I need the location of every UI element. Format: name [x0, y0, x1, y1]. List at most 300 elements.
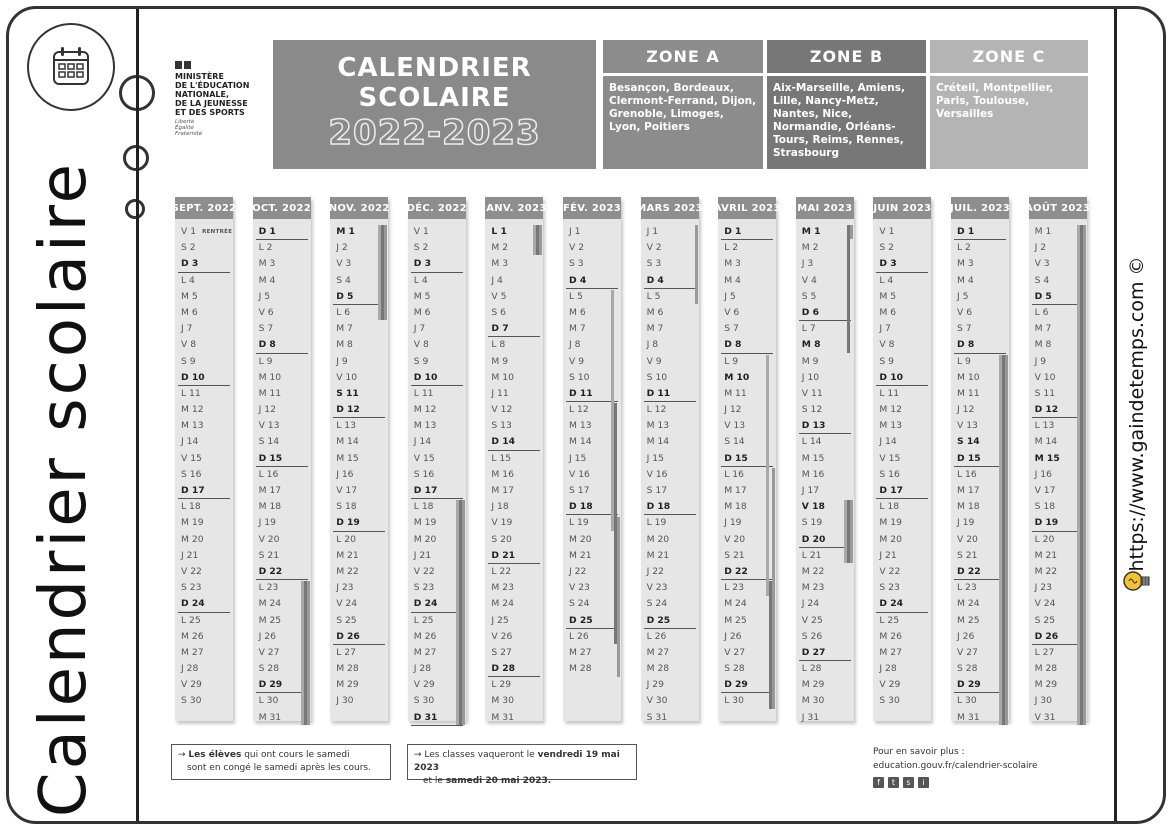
day-row: M 13	[569, 420, 592, 432]
day-row: M 16	[491, 468, 514, 480]
day-row: J 12	[957, 404, 975, 416]
day-row: J 5	[724, 290, 736, 302]
holiday-bar-zone-c	[307, 581, 310, 725]
day-row: D 21	[485, 548, 543, 564]
day-row: J 26	[957, 630, 975, 642]
day-row: D 5	[1029, 289, 1087, 305]
day-row: V 9	[569, 355, 585, 367]
day-row: S 30	[879, 695, 900, 707]
day-row: D 26	[1029, 629, 1087, 645]
day-row: M 21	[569, 549, 592, 561]
day-row: M 2	[801, 242, 819, 254]
day-row: V 13	[957, 420, 978, 432]
day-row: D 18	[563, 499, 621, 515]
day-row: M 19	[879, 517, 902, 529]
day-row: M 20	[181, 533, 204, 545]
day-row: V 3	[1034, 258, 1050, 270]
ministry-line: DE LA JEUNESSE	[175, 99, 248, 108]
day-row: S 2	[413, 242, 429, 254]
holiday-bar-zone-b	[847, 225, 850, 353]
day-row: J 24	[801, 598, 820, 610]
day-row: M 14	[569, 436, 592, 448]
day-row: D 25	[641, 613, 699, 629]
day-row: L 4	[413, 274, 428, 286]
day-row: V 26	[491, 630, 513, 642]
day-row: S 16	[413, 468, 435, 480]
day-row: S 4	[1034, 274, 1050, 286]
day-row: V 24	[336, 598, 358, 610]
day-row: M 12	[181, 404, 204, 416]
day-row: L 13	[1034, 420, 1055, 432]
day-row: V 3	[336, 258, 352, 270]
day-row: V 1	[413, 226, 429, 237]
day-row: S 28	[957, 663, 978, 675]
day-row: L 11	[879, 387, 900, 399]
day-row: L 30	[258, 695, 279, 707]
day-row: J 8	[646, 339, 659, 351]
day-row: M 27	[569, 646, 592, 658]
month-header: FÉV. 2023	[563, 197, 621, 219]
day-row: M 12	[879, 404, 902, 416]
day-row: S 14	[258, 436, 280, 448]
day-row: J 22	[569, 565, 587, 577]
day-row: M 4	[258, 274, 276, 286]
day-row: L 2	[258, 242, 273, 254]
day-row: S 2	[879, 242, 894, 254]
facebook-icon[interactable]: f	[873, 777, 884, 788]
day-row: M 15	[801, 452, 825, 464]
lightbulb-icon	[1121, 569, 1155, 597]
day-row: J 21	[413, 549, 432, 561]
more-info-link[interactable]: education.gouv.fr/calendrier-scolaire	[873, 761, 1038, 771]
day-row: J 19	[957, 517, 975, 529]
day-row: M 6	[569, 306, 586, 318]
month-column	[171, 197, 237, 721]
day-row: S 14	[724, 436, 745, 448]
day-row: V 29	[879, 679, 901, 691]
day-row: S 25	[336, 614, 357, 626]
day-row: S 12	[801, 404, 823, 416]
day-row: J 15	[646, 452, 664, 464]
day-row: J 1	[569, 226, 581, 237]
day-row: L 29	[491, 679, 512, 691]
day-row: M 29	[801, 679, 825, 691]
day-row: D 25	[563, 613, 621, 629]
day-row: S 3	[569, 258, 584, 270]
month-header: NOV. 2022	[330, 197, 388, 219]
day-list	[873, 219, 931, 710]
day-row: M 23	[801, 582, 825, 594]
day-row: M 23	[491, 582, 514, 594]
day-row: M 16	[801, 468, 825, 480]
day-row: L 26	[569, 630, 589, 642]
day-row: J 18	[491, 501, 509, 513]
day-row: V 1 RENTRÉE	[181, 226, 233, 237]
holiday-bar-zone-b	[304, 581, 307, 725]
info-may-bridge: → Les classes vaqueront le vendredi 19 mai 2023 et le samedi 20 mai 2023.	[407, 744, 637, 780]
day-row: L 27	[336, 646, 356, 658]
zone-b	[767, 40, 926, 169]
day-row: M 17	[724, 485, 747, 496]
day-row: L 2	[724, 242, 739, 254]
day-row: S 31	[646, 711, 668, 723]
day-row: M 6	[646, 306, 664, 318]
day-row: M 13	[413, 420, 437, 432]
holiday-bar-zone-c	[850, 500, 853, 563]
day-row: V 22	[879, 565, 901, 577]
day-row: M 21	[336, 549, 359, 561]
holiday-bar-zone-a	[301, 581, 304, 725]
day-row: D 3	[408, 256, 466, 272]
day-row: J 12	[724, 404, 742, 416]
day-row: J 14	[879, 436, 897, 448]
day-row: M 20	[646, 533, 670, 545]
day-row: J 14	[413, 436, 432, 448]
day-row: S 13	[491, 420, 512, 432]
day-row: D 26	[330, 629, 388, 645]
day-row: M 27	[413, 646, 437, 658]
day-row: S 25	[1034, 614, 1056, 626]
day-row: D 3	[175, 256, 233, 272]
zone-b-header: ZONE B	[767, 40, 926, 73]
day-row: L 23	[957, 582, 977, 594]
day-row: J 7	[413, 323, 426, 335]
day-row: L 6	[1034, 306, 1049, 318]
day-note: RENTRÉE	[202, 229, 233, 235]
day-row: M 18	[724, 501, 747, 513]
day-row: M 24	[491, 598, 514, 610]
more-info: Pour en savoir plus : education.gouv.fr/calendrier-scolaire f t s i	[873, 747, 1038, 787]
day-row: M 9	[491, 355, 509, 367]
day-row: L 23	[724, 582, 744, 594]
month-header: JANV. 2023	[485, 197, 543, 219]
day-row: S 7	[258, 323, 274, 335]
day-row: V 29	[413, 679, 435, 691]
info-saturday: → Les élèves qui ont cours le samedi sont en congé le samedi après les cours.	[171, 744, 391, 780]
day-row: V 16	[646, 468, 668, 480]
social-icons	[873, 777, 1038, 788]
day-row: D 24	[873, 596, 931, 612]
day-row: L 20	[1034, 533, 1055, 545]
day-row: V 19	[491, 517, 513, 529]
month-header: OCT. 2022	[253, 197, 311, 219]
holiday-bar-zone-a	[766, 355, 769, 596]
day-row: D 11	[641, 386, 699, 402]
day-row: J 15	[569, 452, 587, 464]
day-row: V 17	[1034, 485, 1056, 496]
day-row: J 16	[336, 468, 354, 480]
day-row: S 5	[801, 290, 817, 302]
day-row: M 5	[879, 290, 897, 302]
day-list	[408, 219, 466, 726]
day-row: M 25	[258, 614, 282, 626]
day-row: M 17	[957, 485, 980, 496]
snapchat-icon[interactable]: s	[903, 777, 914, 788]
day-row: V 6	[724, 306, 740, 318]
day-row: M 26	[181, 630, 204, 642]
day-row: M 11	[724, 387, 747, 399]
day-row: L 12	[646, 404, 667, 416]
day-row: M 3	[724, 258, 741, 270]
day-list	[951, 219, 1009, 726]
website-url[interactable]: https://www.gaindetemps.com ©	[1126, 256, 1148, 572]
day-row: M 21	[1034, 549, 1058, 561]
holiday-bar-zone-a	[378, 225, 381, 320]
day-row: J 19	[724, 517, 742, 529]
day-row: M 18	[258, 501, 282, 513]
day-list	[563, 219, 621, 677]
day-row: M 1	[1034, 226, 1052, 237]
day-row: S 30	[181, 695, 202, 707]
day-row: V 4	[801, 274, 817, 286]
day-row: S 9	[879, 355, 894, 367]
day-row: M 15	[1034, 452, 1060, 464]
holiday-bar-zone-a	[533, 225, 536, 255]
day-row: D 10	[408, 370, 466, 386]
day-row: S 21	[258, 549, 280, 561]
day-row: M 10	[258, 371, 282, 383]
republic-flag-icon	[175, 61, 263, 69]
month-column	[253, 197, 311, 721]
day-row: L 11	[181, 387, 201, 399]
day-row: J 8	[569, 339, 581, 351]
day-row: S 10	[646, 371, 668, 383]
day-row: V 8	[413, 339, 429, 351]
month-column	[408, 197, 466, 721]
instagram-icon[interactable]: i	[918, 777, 929, 788]
day-row: J 4	[491, 274, 503, 286]
day-row: S 2	[181, 242, 196, 254]
day-row: S 23	[181, 582, 202, 594]
day-row: V 23	[646, 582, 668, 594]
day-row: D 12	[1029, 402, 1087, 418]
day-row: M 6	[413, 306, 431, 318]
day-row: D 17	[408, 483, 466, 499]
zone-c-cities: Créteil, Montpellier, Paris, Toulouse, Versailles	[930, 76, 1088, 169]
calendar-content	[140, 9, 1117, 821]
holiday-bar-zone-b	[381, 225, 384, 320]
day-row: M 3	[491, 258, 509, 270]
left-divider	[136, 9, 139, 821]
day-row: L 25	[413, 614, 434, 626]
day-row: M 1	[801, 226, 821, 237]
day-row: M 14	[336, 436, 359, 448]
day-row: V 10	[1034, 371, 1056, 383]
day-row: J 2	[1034, 242, 1047, 254]
day-row: M 24	[258, 598, 282, 610]
day-row: V 20	[957, 533, 978, 545]
day-row: D 17	[175, 483, 233, 499]
day-row: S 26	[801, 630, 823, 642]
day-row: D 13	[796, 418, 854, 434]
month-column	[951, 197, 1009, 721]
day-row: M 20	[413, 533, 437, 545]
day-row: S 21	[724, 549, 745, 561]
day-row: S 4	[336, 274, 351, 286]
day-row: D 7	[485, 321, 543, 337]
day-row: M 25	[724, 614, 747, 626]
day-row: L 14	[801, 436, 822, 448]
day-row: M 31	[491, 711, 514, 723]
day-row: D 15	[718, 451, 776, 467]
day-row: L 9	[724, 355, 739, 367]
month-column	[796, 197, 854, 721]
day-list	[253, 219, 311, 726]
day-row: J 19	[258, 517, 276, 529]
day-row: S 20	[491, 533, 512, 545]
day-row: D 29	[253, 677, 311, 693]
day-row: S 23	[879, 582, 900, 594]
day-row: M 28	[646, 663, 670, 675]
day-row: M 19	[413, 517, 437, 529]
zone-c	[930, 40, 1088, 169]
day-row: L 7	[801, 323, 816, 335]
day-row: M 4	[724, 274, 741, 286]
month-header: MARS 2023	[641, 197, 699, 219]
day-row: L 15	[491, 452, 512, 464]
day-row: M 5	[413, 290, 431, 302]
day-row: J 26	[258, 630, 276, 642]
day-row: D 24	[175, 596, 233, 612]
holiday-bar-zone-c	[1005, 355, 1008, 726]
day-row: M 15	[336, 452, 359, 464]
day-row: S 11	[1034, 387, 1056, 399]
day-row: S 28	[724, 663, 745, 675]
day-row: D 10	[873, 370, 931, 386]
day-row: M 1	[336, 226, 355, 237]
day-row: D 8	[253, 337, 311, 353]
day-row: M 8	[801, 339, 821, 351]
title-line2: SCOLAIRE	[358, 83, 511, 113]
day-row: M 3	[258, 258, 276, 270]
day-row: L 18	[181, 501, 201, 513]
day-row: M 8	[1034, 339, 1052, 351]
holiday-bar-zone-c	[462, 500, 465, 725]
day-list	[330, 219, 388, 710]
holiday-bar-zone-c	[1083, 225, 1086, 725]
day-row: V 11	[801, 387, 823, 399]
day-row: M 10	[957, 371, 980, 383]
day-row: M 10	[724, 371, 750, 383]
day-row: L 5	[646, 290, 661, 302]
day-row: D 22	[951, 564, 1009, 580]
month-column	[636, 197, 703, 723]
calendar-page	[6, 6, 1166, 824]
day-row: L 9	[957, 355, 971, 367]
day-row: V 16	[569, 468, 590, 480]
day-row: S 28	[258, 663, 280, 675]
day-row: V 22	[413, 565, 435, 577]
zone-a-header: ZONE A	[603, 40, 763, 73]
month-header: AOÛT 2023	[1029, 197, 1087, 219]
day-row: J 5	[258, 290, 271, 302]
twitter-icon[interactable]: t	[888, 777, 899, 788]
month-column	[1025, 197, 1091, 723]
day-row: M 6	[879, 306, 897, 318]
day-list	[641, 219, 699, 726]
day-row: M 13	[646, 420, 670, 432]
title-line1: CALENDRIER	[337, 53, 532, 83]
day-row: V 30	[646, 695, 668, 707]
day-row: J 30	[336, 695, 354, 707]
day-row: D 8	[951, 337, 1009, 353]
day-row: J 2	[336, 242, 348, 254]
zone-c-header: ZONE C	[930, 40, 1088, 73]
day-row: J 14	[181, 436, 199, 448]
holiday-bar-zone-c	[772, 468, 775, 709]
day-row: S 27	[491, 646, 512, 658]
day-row: D 12	[330, 402, 388, 418]
month-header: DÉC. 2022	[408, 197, 466, 219]
day-row: V 2	[569, 242, 585, 254]
day-row: L 4	[879, 274, 894, 286]
right-strip	[1113, 9, 1163, 821]
day-row: M 28	[1034, 663, 1058, 675]
day-row: D 1	[253, 224, 311, 240]
day-row: M 30	[491, 695, 514, 707]
day-row: D 24	[408, 596, 466, 612]
day-row: V 8	[181, 339, 197, 351]
day-row: M 9	[801, 355, 819, 367]
day-row: L 8	[491, 339, 506, 351]
day-row: D 18	[641, 499, 699, 515]
day-row: M 2	[491, 242, 509, 254]
day-row: S 9	[413, 355, 429, 367]
day-row: S 23	[413, 582, 435, 594]
day-row: M 17	[258, 485, 282, 496]
day-row: J 28	[413, 663, 432, 675]
day-row: J 30	[1034, 695, 1052, 707]
day-row: S 7	[724, 323, 739, 335]
day-row: D 1	[951, 224, 1009, 240]
day-row: L 9	[258, 355, 273, 367]
day-row: D 29	[718, 677, 776, 693]
day-row: S 18	[336, 501, 357, 513]
day-row: D 4	[563, 273, 621, 289]
day-row: M 26	[879, 630, 902, 642]
month-column	[563, 197, 621, 721]
day-row: D 28	[485, 661, 543, 677]
day-row: S 3	[646, 258, 662, 270]
day-row: L 4	[181, 274, 195, 286]
day-row: S 14	[957, 436, 980, 448]
day-row: V 9	[646, 355, 662, 367]
day-row: L 5	[569, 290, 583, 302]
day-row: V 25	[801, 614, 823, 626]
month-header: AVRIL 2023	[718, 197, 776, 219]
day-row: L 2	[957, 242, 971, 254]
day-row: V 5	[491, 290, 507, 302]
day-row: V 6	[957, 306, 973, 318]
day-row: D 22	[253, 564, 311, 580]
day-row: M 13	[879, 420, 902, 432]
day-row: M 14	[1034, 436, 1058, 448]
day-row: M 17	[491, 485, 514, 496]
day-row: M 24	[957, 598, 980, 610]
day-row: M 27	[646, 646, 670, 658]
day-row: V 20	[724, 533, 746, 545]
ministry-line: ET DES SPORTS	[175, 108, 245, 117]
day-row: M 27	[879, 646, 902, 658]
day-row: L 22	[491, 565, 512, 577]
day-row: L 21	[801, 549, 822, 561]
day-row: M 28	[336, 663, 359, 675]
day-list	[1029, 219, 1087, 726]
day-row: S 6	[491, 306, 506, 318]
day-row: M 3	[957, 258, 974, 270]
day-row: J 23	[336, 582, 354, 594]
day-row: M 20	[879, 533, 902, 545]
